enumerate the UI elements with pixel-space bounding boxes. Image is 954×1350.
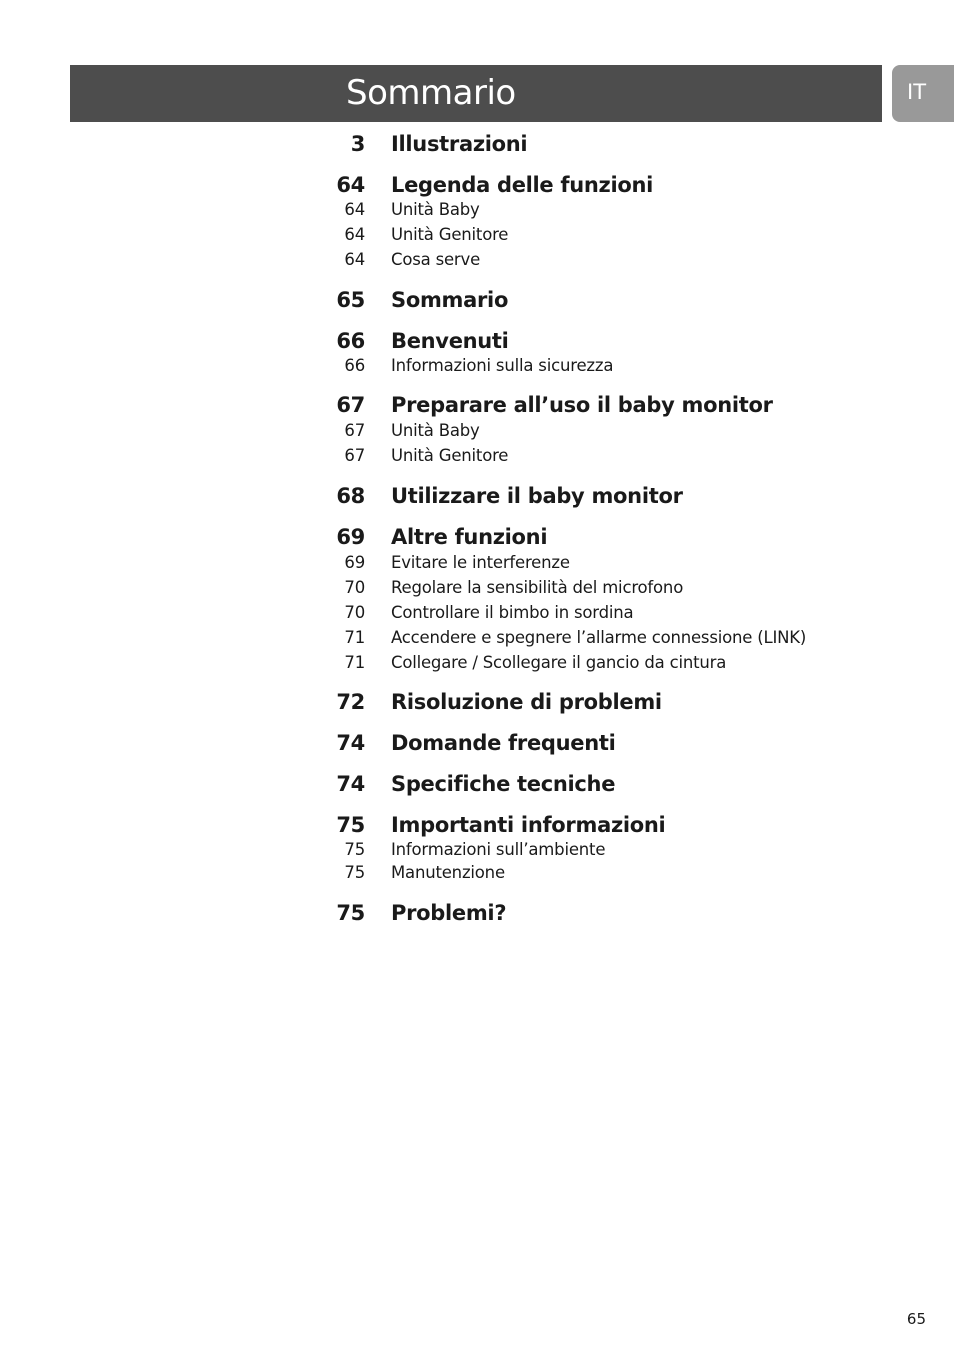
toc-entry-sub[interactable] [300, 838, 860, 862]
toc-entry-main[interactable] [300, 390, 860, 420]
toc-entry-label: Controllare il bimbo in sordina [391, 603, 634, 622]
toc-entry-sub[interactable] [300, 354, 860, 378]
language-code: IT [907, 80, 927, 104]
toc-page-number: 3 [350, 132, 365, 156]
toc-page-number: 71 [344, 628, 365, 647]
toc-entry-sub[interactable] [300, 248, 860, 272]
toc-page-number: 64 [344, 250, 365, 269]
toc-entry-sub[interactable] [300, 551, 860, 575]
toc-entry-label: Evitare le interferenze [391, 553, 570, 572]
toc-entry-label: Informazioni sulla sicurezza [391, 356, 614, 375]
toc-entry-sub[interactable] [300, 601, 860, 625]
toc-entry-sub[interactable] [300, 576, 860, 600]
toc-page-number: 64 [344, 200, 365, 219]
toc-entry-sub[interactable] [300, 626, 860, 650]
toc-page-number: 64 [336, 173, 365, 197]
toc-page-number: 72 [336, 690, 365, 714]
toc-entry-sub[interactable] [300, 198, 860, 222]
toc-entry-label: Sommario [391, 288, 509, 312]
toc-page-number: 75 [344, 863, 365, 882]
toc-page-number: 68 [336, 484, 365, 508]
toc-entry-label: Unità Baby [391, 200, 480, 219]
toc-page-number: 75 [336, 813, 365, 837]
toc-entry-main[interactable] [300, 285, 860, 315]
toc-entry-label: Problemi? [391, 901, 507, 925]
toc-page-number: 65 [336, 288, 365, 312]
toc-entry-label: Manutenzione [391, 863, 505, 882]
toc-page-number: 74 [336, 772, 365, 796]
toc-entry-label: Domande frequenti [391, 731, 616, 755]
toc-entry-sub[interactable] [300, 651, 860, 675]
toc-entry-label: Specifiche tecniche [391, 772, 616, 796]
toc-page-number: 75 [336, 901, 365, 925]
toc-entry-main[interactable] [300, 481, 860, 511]
toc-entry-main[interactable] [300, 769, 860, 799]
toc-entry-main[interactable] [300, 522, 860, 552]
toc-entry-label: Risoluzione di problemi [391, 690, 662, 714]
toc-entry-label: Informazioni sull’ambiente [391, 840, 606, 859]
toc-entry-label: Benvenuti [391, 329, 509, 353]
toc-entry-main[interactable] [300, 170, 860, 200]
toc-page-number: 67 [336, 393, 365, 417]
toc-page-number: 66 [344, 356, 365, 375]
toc-entry-label: Collegare / Scollegare il gancio da cintura [391, 653, 727, 672]
toc-entry-main[interactable] [300, 687, 860, 717]
toc-page-number: 64 [344, 225, 365, 244]
toc-entry-label: Utilizzare il baby monitor [391, 484, 683, 508]
toc-entry-sub[interactable] [300, 861, 860, 885]
toc-page-number: 67 [344, 446, 365, 465]
toc-entry-label: Unità Genitore [391, 225, 509, 244]
toc-entry-label: Unità Genitore [391, 446, 509, 465]
toc-page-number: 75 [344, 840, 365, 859]
toc-entry-label: Preparare all’uso il baby monitor [391, 393, 773, 417]
toc-entry-label: Cosa serve [391, 250, 481, 269]
toc-entry-label: Legenda delle funzioni [391, 173, 654, 197]
toc-entry-sub[interactable] [300, 419, 860, 443]
toc-page-number: 69 [344, 553, 365, 572]
toc-entry-label: Importanti informazioni [391, 813, 666, 837]
toc-entry-label: Illustrazioni [391, 132, 528, 156]
toc-entry-label: Accendere e spegnere l’allarme connessione (LINK) [391, 628, 807, 647]
toc-entry-label: Altre funzioni [391, 525, 548, 549]
toc-page-number: 71 [344, 653, 365, 672]
toc-entry-label: Unità Baby [391, 421, 480, 440]
toc-entry-main[interactable] [300, 898, 860, 928]
toc-entry-sub[interactable] [300, 223, 860, 247]
page-number: 65 [906, 1310, 926, 1328]
toc-page-number: 69 [336, 525, 365, 549]
toc-entry-main[interactable] [300, 129, 860, 159]
toc-entry-main[interactable] [300, 728, 860, 758]
toc-entry-main[interactable] [300, 326, 860, 356]
toc-page-number: 67 [344, 421, 365, 440]
toc-page-number: 70 [344, 603, 365, 622]
toc-entry-sub[interactable] [300, 444, 860, 468]
toc-page-number: 70 [344, 578, 365, 597]
page-title: Sommario [346, 73, 516, 113]
toc-page-number: 66 [336, 329, 365, 353]
toc-page-number: 74 [336, 731, 365, 755]
toc-entry-main[interactable] [300, 810, 860, 840]
toc-entry-label: Regolare la sensibilità del microfono [391, 578, 684, 597]
